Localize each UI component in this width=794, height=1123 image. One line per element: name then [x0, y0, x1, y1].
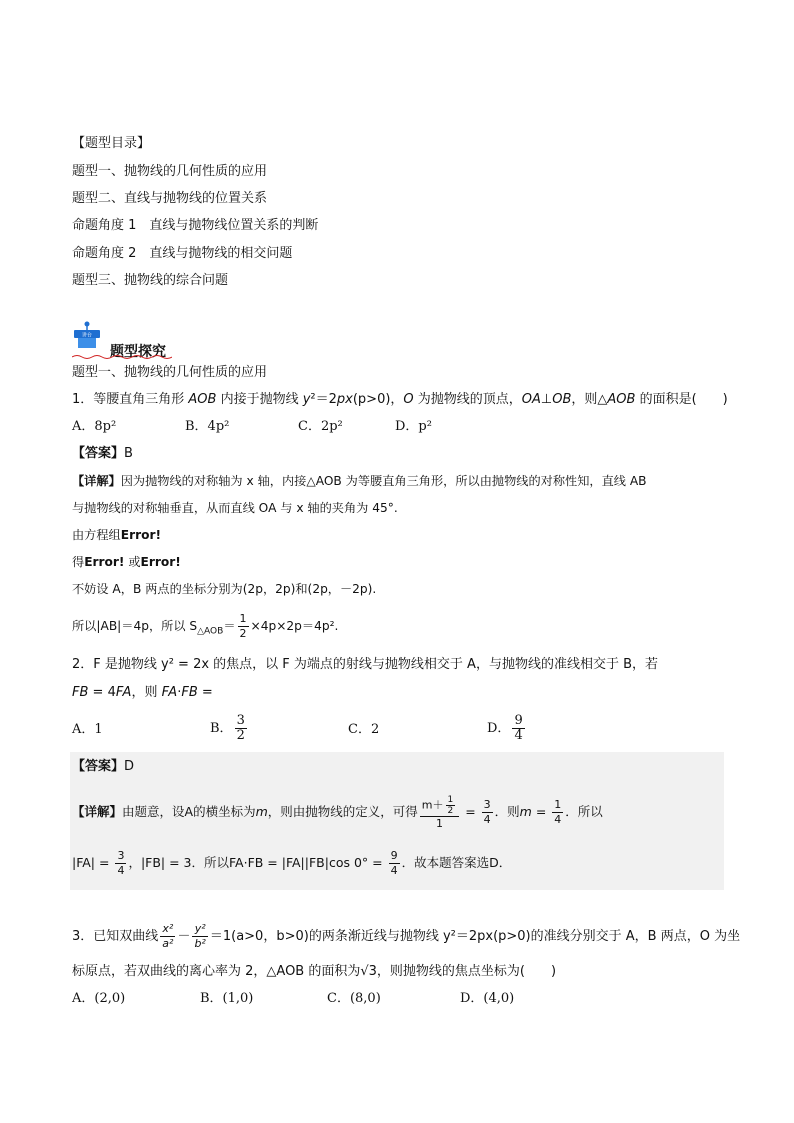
- q2-answer: 【答案】D: [72, 759, 135, 774]
- q3-option-d: D．(4,0): [460, 991, 515, 1006]
- section-title: 题型探究: [110, 344, 166, 360]
- toc-title: 【题型目录】: [72, 136, 151, 151]
- q3-stem-line-1: 3．已知双曲线 $\frac{\text{x²}}{\text{a²}}$ － $\frac{\text{y²}}{\text{b²}}$ ＝1(a>0，b>0)的两条渐近线与抛物线 y²＝2px(p>0)的准线分别交于 A，B 两点，O 为坐: [72, 922, 741, 950]
- toc-item-1: 题型一、抛物线的几何性质的应用: [72, 164, 268, 179]
- q1-answer: 【答案】B: [72, 446, 133, 461]
- q2-option-c: C．2: [348, 722, 380, 737]
- section-subtitle: 题型一、抛物线的几何性质的应用: [72, 365, 268, 380]
- q2-option-b: B． $\frac{3}{2}$: [210, 713, 245, 743]
- wavy-underline: [72, 354, 172, 360]
- q2-option-d: D． $\frac{9}{4}$: [487, 713, 523, 743]
- q1-stem: 1．等腰直角三角形 AOB 内接于抛物线 y²＝2px(p>0)，O 为抛物线的顶点，OA⊥OB，则△AOB 的面积是( ): [72, 392, 728, 407]
- toc-item-3: 命题角度 1 直线与抛物线位置关系的判断: [72, 218, 319, 233]
- q1-detail-line-6: 所以|AB|＝4p，所以 $S_{\triangle AOB}=$ $\frac{1}{2}$ ×4p×2p＝4p².: [72, 612, 339, 640]
- q3-stem-line-2: 标原点，若双曲线的离心率为 2，△AOB 的面积为√3，则抛物线的焦点坐标为( ): [72, 964, 557, 979]
- q1-detail-line-3: 由方程组Error!: [72, 528, 162, 542]
- podium-icon: [72, 320, 102, 350]
- q2-detail-line-2: |FA| = $\frac{3}{4}$ ，|FB| = 3．所以FA·FB = |FA||FB|cos 0° = $\frac{9}{4}$ ．故本题答案选D．: [72, 849, 512, 877]
- toc-item-4: 命题角度 2 直线与抛物线的相交问题: [72, 246, 293, 261]
- toc-item-2: 题型二、直线与抛物线的位置关系: [72, 191, 268, 206]
- q1-option-c: C．2p²: [298, 419, 343, 434]
- q3-option-a: A．(2,0): [72, 991, 126, 1006]
- badge-label: 讲台: [81, 332, 93, 339]
- q1-option-b: B．4p²: [185, 419, 230, 434]
- q1-option-a: A．8p²: [72, 419, 117, 434]
- q1-detail-line-4: 得Error! 或Error!: [72, 555, 181, 569]
- q2-detail-line-1: 【详解】由题意，设A的横坐标为m，则由抛物线的定义，可得 m＋ $\frac{1}{2}$ 1 = $\frac{3}{4}$ ．则m = $\frac{1}{4}$ ．所以: [72, 794, 603, 830]
- q3-option-b: B．(1,0): [200, 991, 254, 1006]
- q2-stem-line-2: FB = 4FA，则 FA·FB =: [72, 685, 213, 700]
- q2-option-a: A．1: [72, 722, 103, 737]
- q1-detail-line-1: 【详解】因为抛物线的对称轴为 x 轴，内接△AOB 为等腰直角三角形，所以由抛物线的对称性知，直线 AB: [72, 474, 647, 488]
- q1-detail-line-2: 与抛物线的对称轴垂直，从而直线 OA 与 x 轴的夹角为 45°.: [72, 501, 398, 515]
- q1-detail-line-5: 不妨设 A，B 两点的坐标分别为(2p，2p)和(2p，－2p).: [72, 582, 377, 596]
- toc-item-5: 题型三、抛物线的综合问题: [72, 273, 229, 288]
- q1-option-d: D．p²: [395, 419, 432, 434]
- q2-stem-line-1: 2．F 是抛物线 y² = 2x 的焦点，以 F 为端点的射线与抛物线相交于 A，与抛物线的准线相交于 B，若: [72, 657, 658, 672]
- q3-option-c: C．(8,0): [327, 991, 381, 1006]
